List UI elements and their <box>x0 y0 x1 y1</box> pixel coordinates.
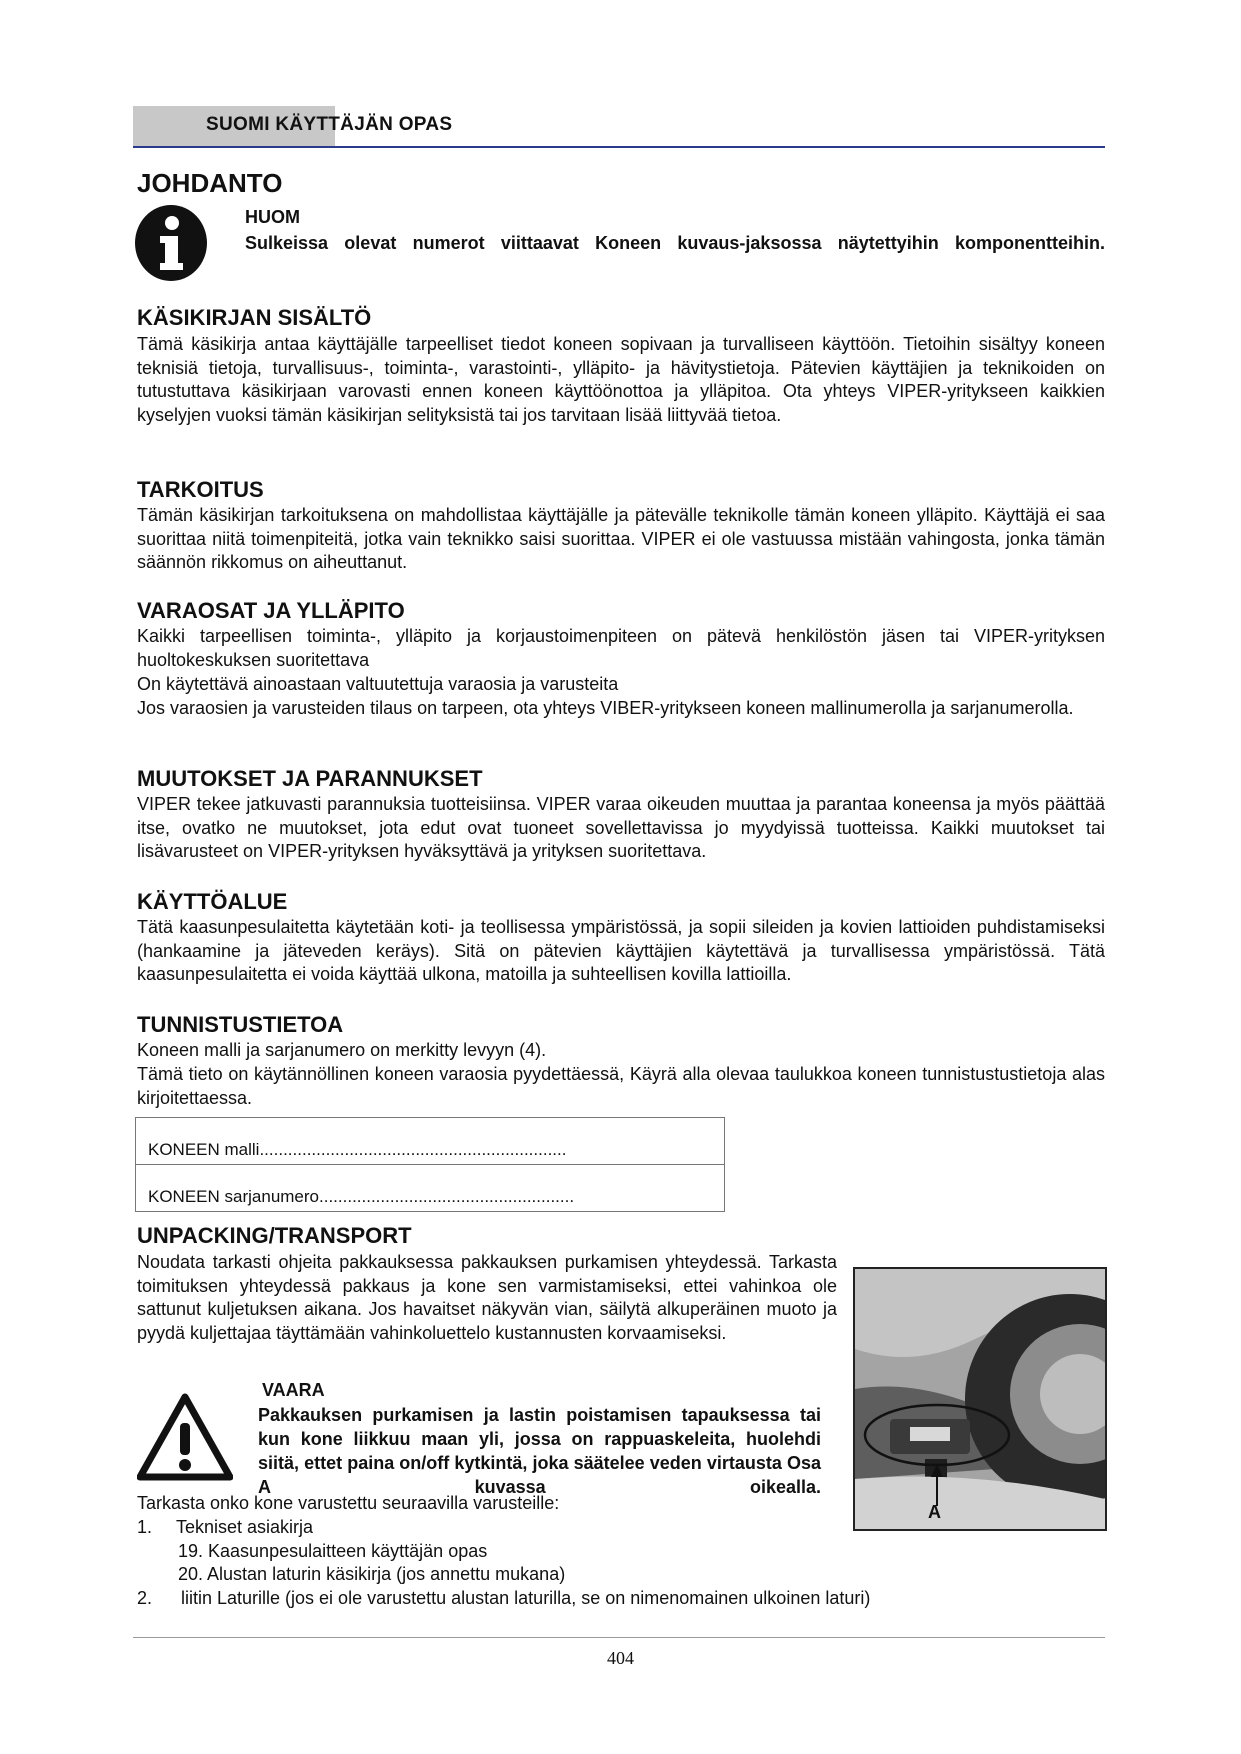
serial-field: KONEEN sarjanumero...................................................... <box>136 1165 725 1212</box>
photo-label-a: A <box>928 1502 941 1522</box>
contents-text: Tämä käsikirja antaa käyttäjälle tarpeelliset tiedot koneen sopivaan ja turvalliseen käyttöön. Tietoihin sisältyy koneen teknisiä tietoja, turvallisuus-, toiminta-, varastointi-, ylläpito- ja hävitystietoja. Pätevien käyttäjien ja teknikoiden on tutustuttava käsikirjaan varovasti ennen koneen käyttöönottoa ja ylläpitoa. Ota yhteys VIPER-yritykseen kaikkien kyselyjen vuoksi tämän käsikirjan selityksistä tai jos tarvitaan lisää liittyvää tietoa. <box>137 334 1105 425</box>
header-rule <box>133 146 1105 148</box>
purpose-text: Tämän käsikirjan tarkoituksena on mahdollistaa käyttäjälle ja pätevälle teknikolle tämän koneen ylläpito. Käyttäjä ei saa suorittaa niitä toimenpiteitä, jotka vain teknikko saisi suorittaa. VIPER ei ole vastuussa mistään vahingosta, jonka tämän säännön rikkomus on aiheuttanut. <box>137 505 1105 572</box>
list-item: liitin Laturille (jos ei ole varustettu alustan laturilla, se on nimenomainen ulkoinen laturi) <box>181 1588 871 1608</box>
check-text: Tarkasta onko kone varustettu seuraavilla varusteille: <box>137 1493 560 1513</box>
heading-unpacking: UNPACKING/TRANSPORT <box>137 1223 412 1248</box>
warning-label: VAARA <box>262 1380 325 1400</box>
list-item-num: 2. <box>137 1588 153 1608</box>
list-item: 20. Alustan laturin käsikirja (jos annettu mukana) <box>178 1564 566 1584</box>
warning-text: Pakkauksen purkamisen ja lastin poistamisen tapauksessa tai kun kone liikkuu maan yli, jossa on rappuaskeleita, huolehdi siitä, ettet paina on/off kytkintä, joka säätelee veden virtausta Osa A kuvassa oikealla. <box>258 1405 821 1497</box>
spares-line1: Kaikki tarpeellisen toiminta-, ylläpito ja korjaustoimenpiteen on pätevä henkilöstön jäsen tai VIPER-yrityksen huoltokeskuksen suoritettava <box>137 626 1105 670</box>
list-item-num: 1. <box>137 1517 153 1537</box>
page-number: 404 <box>607 1648 634 1668</box>
heading-identification: TUNNISTUSTIETOA <box>137 1012 344 1037</box>
footer-rule <box>133 1637 1105 1638</box>
heading-spares: VARAOSAT JA YLLÄPITO <box>137 598 405 623</box>
header-title: SUOMI KÄYTTÄJÄN OPAS <box>206 114 453 135</box>
heading-contents: KÄSIKIRJAN SISÄLTÖ <box>137 305 372 330</box>
heading-purpose: TARKOITUS <box>137 477 264 502</box>
heading-changes: MUUTOKSET JA PARANNUKSET <box>137 766 483 791</box>
machine-photo-drawing <box>855 1269 1105 1529</box>
heading-usage: KÄYTTÖALUE <box>137 889 288 914</box>
identification-line2: Tämä tieto on käytännöllinen koneen varaosia pyydettäessä, Käyrä alla olevaa taulukkoa koneen tunnistustustietoja alas kirjoitettaessa. <box>137 1064 1105 1108</box>
usage-text: Tätä kaasunpesulaitetta käytetään koti- ja teollisessa ympäristössä, ja sopii sileiden ja kovien lattioiden puhdistamiseksi (hankaamine ja jäteveden keräys). Sitä on pätevien käyttäjien käytettävä ja turvallisessa ympäristössä. Tätä kaasunpesulaitetta ei voida käyttää ulkona, matoilla ja suhteellisen kovilla lattioilla. <box>137 917 1105 984</box>
note-label: HUOM <box>245 207 300 227</box>
spares-line3: Jos varaosien ja varusteiden tilaus on tarpeen, ota yhteys VIBER-yritykseen koneen mallinumerolla ja sarjanumerolla. <box>137 698 1074 718</box>
unpacking-text: Noudata tarkasti ohjeita pakkauksessa pakkauksen purkamisen yhteydessä. Tarkasta toimituksen yhteydessä pakkaus ja kone sen varmistamiseksi, ettei vahinkoa ole sattunut kuljetuksen aikana. Jos havaitset näkyvän vian, säilytä alkuperäinen muoto ja pyydä kuljettajaa täyttämään vahinkoluettelo kustannusten korvaamiseksi. <box>137 1252 837 1343</box>
list-item: Tekniset asiakirja <box>176 1517 314 1537</box>
info-icon <box>133 203 209 283</box>
page-title: JOHDANTO <box>137 168 283 198</box>
changes-text: VIPER tekee jatkuvasti parannuksia tuotteisiinsa. VIPER varaa oikeuden muuttaa ja parantaa koneensa ja myös päättää itse, ovatko ne muutokset, jota edut ovat tuoneet sovellettavissa jo myydyissä tuotteissa. Kaikki muutokset tai lisävarusteet on VIPER-yrityksen hyväksyttävä ja yrityksen suoritettava. <box>137 794 1105 861</box>
identification-line1: Koneen malli ja sarjanumero on merkitty levyyn (4). <box>137 1040 547 1060</box>
model-field: KONEEN malli................................................................. <box>136 1118 725 1165</box>
identification-table <box>135 1117 725 1212</box>
list-item: 19. Kaasunpesulaitteen käyttäjän opas <box>178 1541 488 1561</box>
spares-line2: On käytettävä ainoastaan valtuutettuja varaosia ja varusteita <box>137 674 619 694</box>
warning-icon <box>137 1393 233 1481</box>
note-text: Sulkeissa olevat numerot viittaavat Koneen kuvaus-jaksossa näytettyihin komponentteihin. <box>245 233 1105 253</box>
